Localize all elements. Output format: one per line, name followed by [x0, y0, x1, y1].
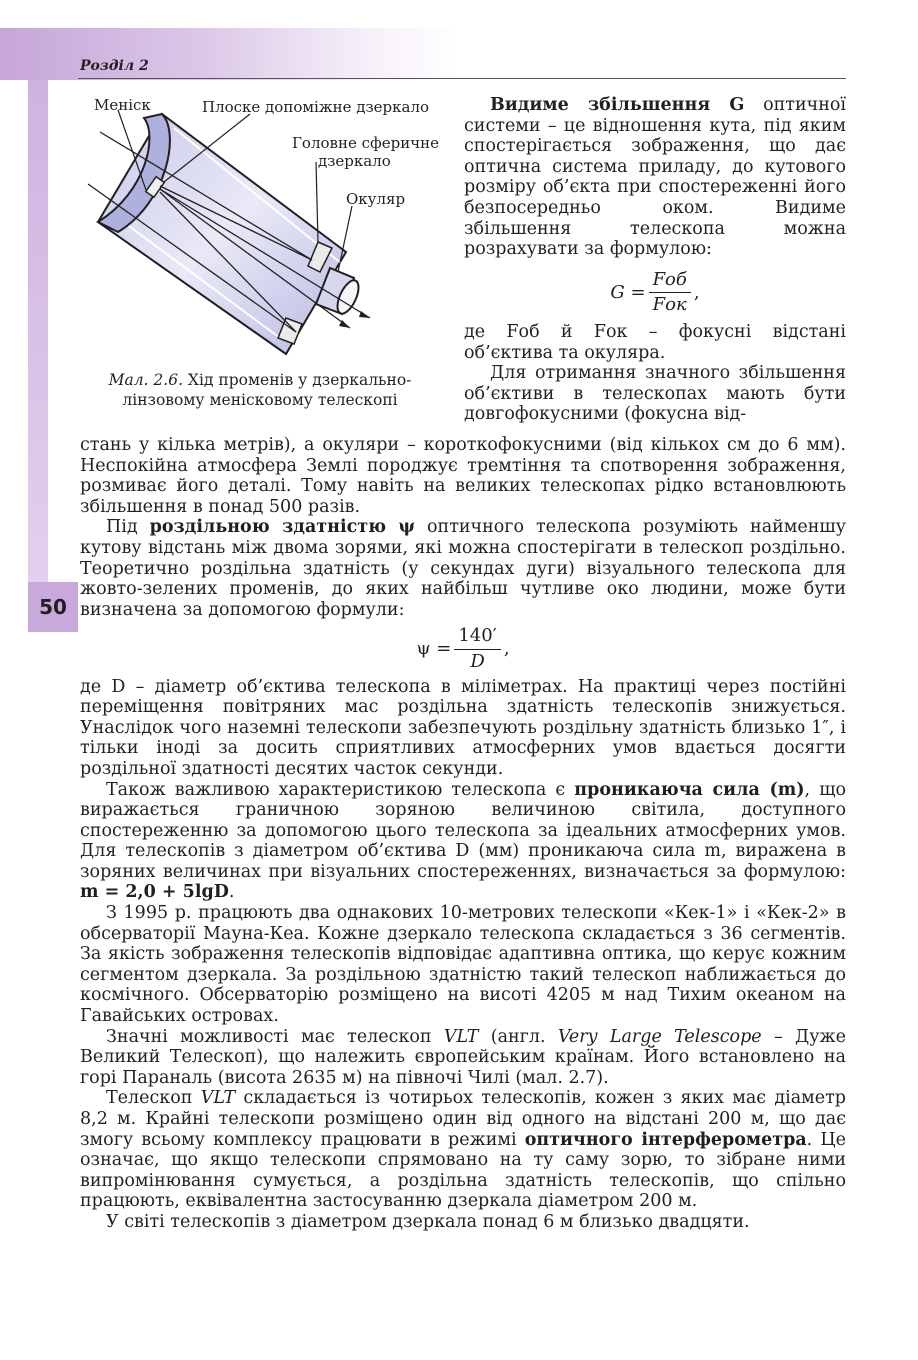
header-rule: [78, 78, 846, 79]
label-meniscus: Меніск: [94, 96, 151, 114]
telescope-figure: [80, 92, 460, 382]
term-interferometer: оптичного інтерферометра: [524, 1129, 807, 1150]
term-resolution: роздільною здатністю ψ: [149, 517, 416, 538]
formula-magnification: G = $\frac{\text{Fоб}}{\text{Fок}}$ ,: [610, 268, 700, 316]
right-column: [464, 95, 846, 425]
header-decoration: [0, 28, 460, 80]
margin-decoration: [28, 80, 48, 632]
label-flat-mirror: Плоске допоміжне дзеркало: [202, 98, 430, 116]
page-number: 50: [28, 582, 78, 632]
paragraph-magnification: Видиме збільшення G оптичної системи – це відношення кута, під яким спостерігається зображення, що дає оптична система приладу, до кутового розміру об’єкта при спостереженні його безпосередньо оком. Видиме збільшення телескопа можна розрахувати за формулою:: [464, 95, 846, 260]
paragraph-penetrating-power: Також важливою характеристикою телескопа є проникаюча сила (m), що виражається граничною зоряною величиною світила, доступного спостереженню за допомогою цього телескопа за ідеальних атмосферних умов. Для телескопів з діаметром об’єктива D (мм) проникаюча сила m, виражена в зоряних величинах при візуальних спостереженнях, визначається за формулою: m = 2,0 + 5lgD.: [80, 779, 846, 903]
paragraph-magnification-2b: стань у кілька метрів), а окуляри – короткофокусними (від кількох см до 6 мм). Неспокійна атмосфера Землі породжує тремтіння та спотворення зображення, розмиває його деталі. Тому навіть на великих телескопах рідко встановлюють збільшення в понад 500 разів.: [80, 435, 846, 517]
formula-denominator: Fок: [652, 294, 687, 316]
label-eyepiece: Окуляр: [346, 190, 406, 208]
main-text: [80, 435, 846, 1233]
paragraph-focal-def: де Fоб й Fок – фокусні відстані об’єктива та окуляра.: [464, 321, 846, 363]
figure-caption: [80, 370, 440, 410]
label-main-mirror-1: Головне сферичне: [292, 134, 440, 152]
paragraph-closing: У світі телескопів з діаметром дзеркала понад 6 м близько двадцяти.: [106, 1211, 750, 1232]
formula-resolution: ψ = $\frac{140'}{D}$ ,: [416, 625, 510, 672]
caption-text: Хід променів у дзеркально-лінзовому менісковому телескопі: [122, 371, 412, 409]
label-main-mirror-2: дзеркало: [318, 152, 391, 170]
section-label: Розділ 2: [80, 58, 149, 74]
paragraph-keck: З 1995 р. працюють два однакових 10-метрових телескопи «Кек-1» і «Кек-2» в обсерваторії Мауна-Кеа. Кожне дзеркало телескопа складається з 36 сегментів. За якість зображення телескопів відповідає адаптивна оптика, що керує кожним сегментом дзеркала. За роздільною здатністю такий телескоп наближається до космічного. Обсерваторію розміщено на висоті 4205 м над Тихим океаном на Гавайських островах.: [80, 903, 846, 1027]
formula-numerator: Fоб: [649, 270, 691, 294]
formula-denominator: D: [470, 650, 485, 672]
paragraph-vlt-2: Телескоп VLT складається із чотирьох телескопів, кожен з яких має діаметр 8,2 м. Крайні телескопи розміщено один від одного на відстані 200 м, що дає змогу всьому комплексу працювати в режимі оптичного інтерферометра. Це означає, що якщо телескопи спрямовано на ту саму зорю, то зібране ними випромінювання сумується, а роздільна здатність телескопів, що спільно працюють, еквівалентна застосуванню дзеркала діаметром 200 м.: [80, 1088, 846, 1212]
paragraph-vlt-1: Значні можливості має телескоп VLT (англ. Very Large Telescope – Дуже Великий Телескоп), що належить європейським країнам. Його встановлено на горі Параналь (висота 2635 м) на півночі Чилі (мал. 2.7).: [80, 1026, 846, 1088]
term-penetrating-power: проникаюча сила (m): [574, 779, 805, 800]
paragraph-resolution-2: де D – діаметр об’єктива телескопа в міліметрах. На практиці через постійні переміщення повітряних мас роздільна здатність телескопів знижується. Унаслідок чого наземні телескопи забезпечують роздільну здатність близько 1″, і тільки іноді за досить сприятливих атмосферних умов вдається досягти роздільної здатності десятих часток секунди.: [80, 676, 846, 779]
formula-numerator: 140′: [454, 626, 500, 650]
term-magnification: Видиме збільшення G: [490, 95, 745, 115]
formula-penetrating-power: m = 2,0 + 5lgD: [80, 882, 229, 903]
paragraph-magnification-2a: Для отримання значного збільшення об’єктиви в телескопах мають бути довгофокусними (фокусна від-: [464, 363, 846, 425]
paragraph-resolution: Під роздільною здатністю ψ оптичного телескопа розуміють найменшу кутову відстань між двома зорями, які можна спостерігати в телескоп роздільно. Теоретично роздільна здатність (у секундах дуги) візуального телескопа для жовто-зелених променів, до яких найбільш чутливе око людини, може бути визначена за допомогою формули:: [80, 517, 846, 620]
caption-number: Мал. 2.6.: [108, 371, 183, 389]
